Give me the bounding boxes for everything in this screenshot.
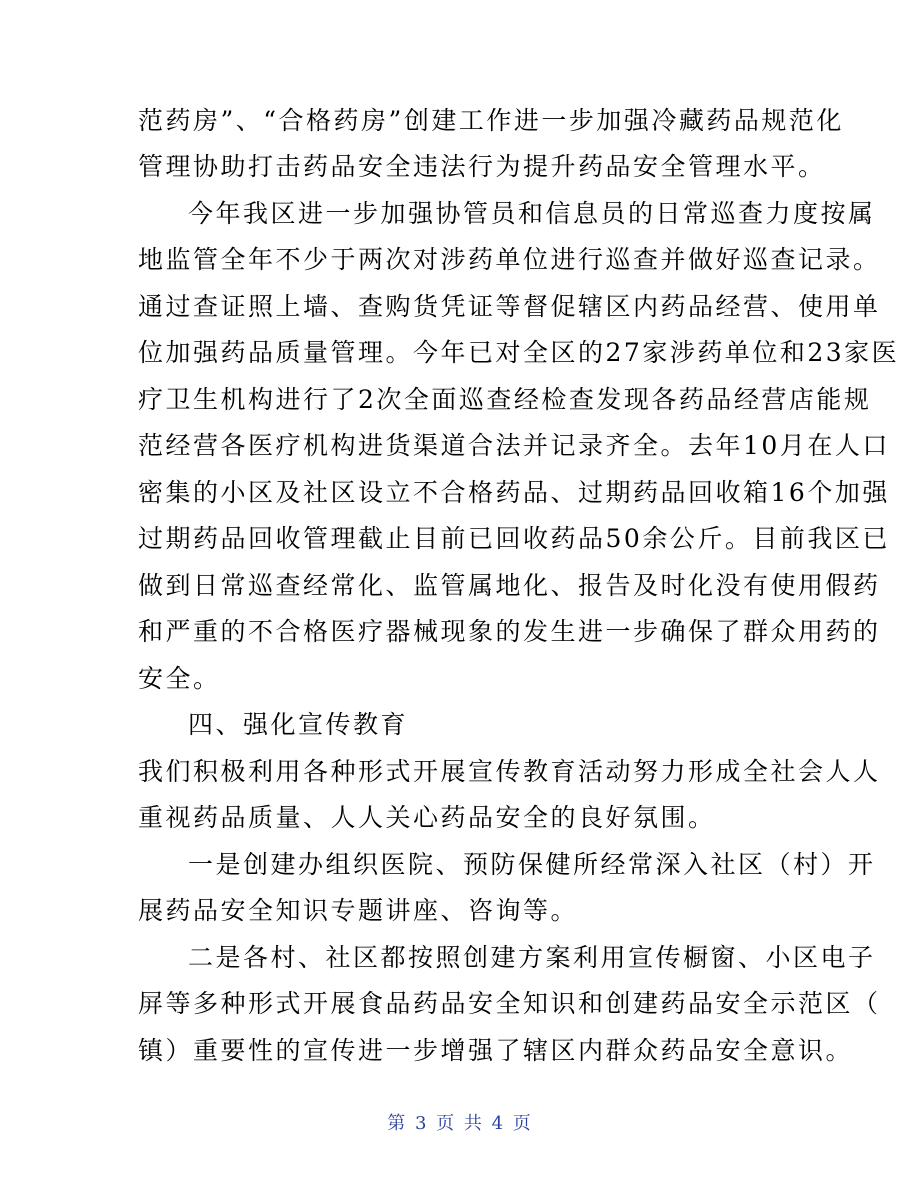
paragraph-first-line: 二是各村、社区都按照创建方案利用宣传橱窗、小区电子	[188, 943, 876, 972]
paragraph-first-line: 一是创建办组织医院、预防保健所经常深入社区（村）开	[188, 850, 876, 879]
text-line: 过期药品回收管理截止目前已回收药品50余公斤。目前我区已	[138, 524, 890, 553]
section-heading: 四、强化宣传教育	[188, 710, 409, 739]
text-line: 和严重的不合格医疗器械现象的发生进一步确保了群众用药的	[138, 617, 881, 646]
text-line: 疗卫生机构进行了2次全面巡查经检查发现各药品经营店能规	[138, 385, 872, 414]
text-line: 做到日常巡查经常化、监管属地化、报告及时化没有使用假药	[138, 571, 881, 600]
text-line: 范药房”、“合格药房”创建工作进一步加强冷藏药品规范化	[138, 106, 844, 135]
text-line: 屏等多种形式开展食品药品安全知识和创建药品安全示范区（	[138, 989, 881, 1018]
text-line: 安全。	[138, 664, 221, 693]
text-line: 范经营各医疗机构进货渠道合法并记录齐全。去年10月在人口	[138, 431, 890, 460]
text-line: 重视药品质量、人人关心药品安全的良好氛围。	[138, 803, 716, 832]
text-line: 展药品安全知识专题讲座、咨询等。	[138, 896, 579, 925]
text-line: 密集的小区及社区设立不合格药品、过期药品回收箱16个加强	[138, 478, 890, 507]
text-line: 通过查证照上墙、查购货凭证等督促辖区内药品经营、使用单	[138, 292, 881, 321]
text-line: 管理协助打击药品安全违法行为提升药品安全管理水平。	[138, 152, 826, 181]
page-footer: 第 3 页 共 4 页	[387, 1113, 533, 1134]
text-line: 我们积极利用各种形式开展宣传教育活动努力形成全社会人人	[138, 757, 881, 786]
text-line: 位加强药品质量管理。今年已对全区的27家涉药单位和23家医	[138, 338, 900, 367]
text-line: 地监管全年不少于两次对涉药单位进行巡查并做好巡查记录。	[138, 245, 881, 274]
paragraph-first-line: 今年我区进一步加强协管员和信息员的日常巡查力度按属	[188, 199, 876, 228]
text-line: 镇）重要性的宣传进一步增强了辖区内群众药品安全意识。	[138, 1036, 854, 1065]
